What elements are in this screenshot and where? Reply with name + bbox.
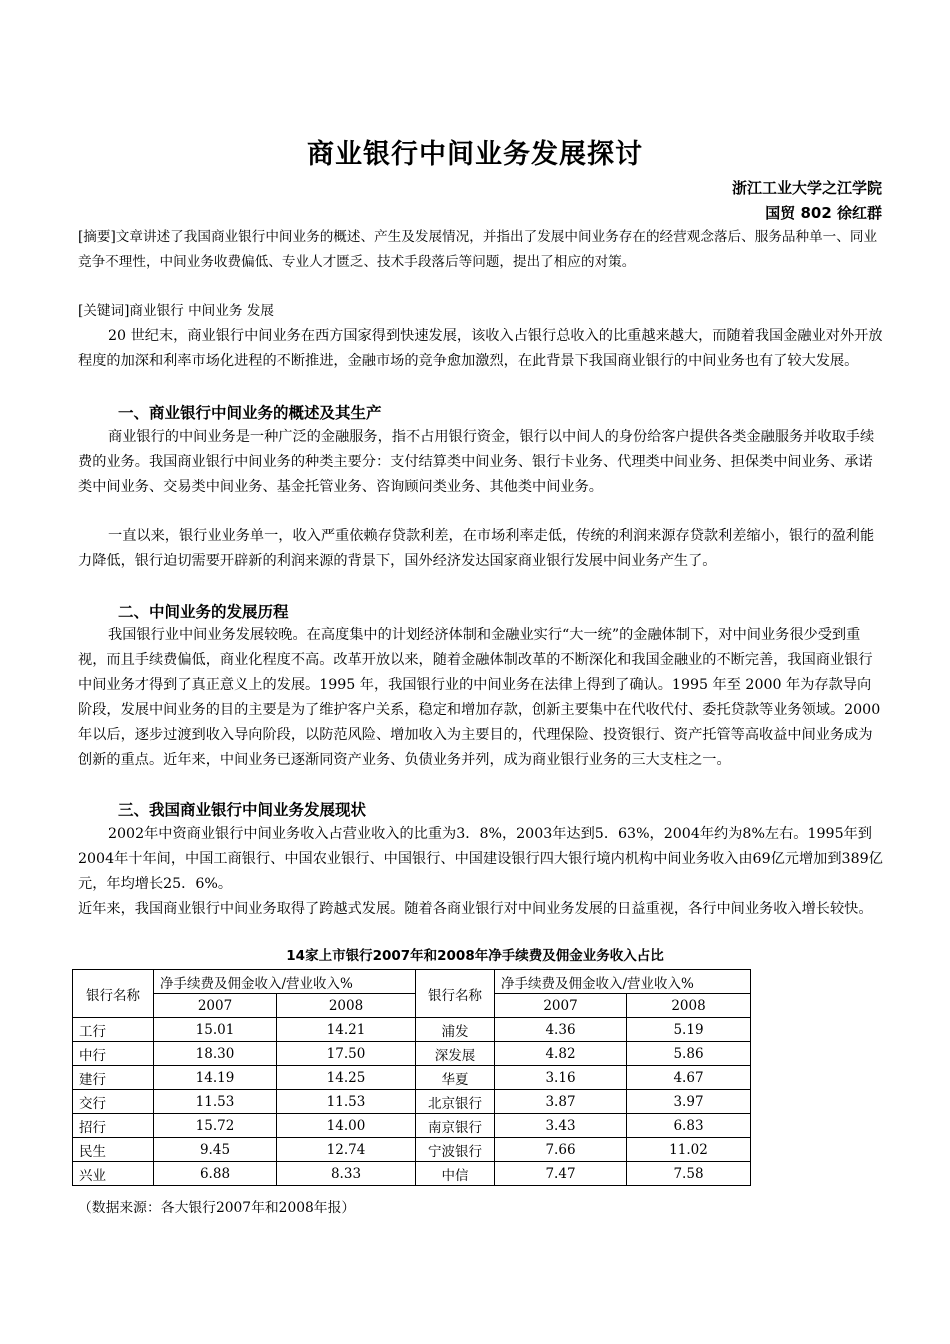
section-1-paragraph-1: 商业银行的中间业务是一种广泛的金融服务，指不占用银行资金，银行以中间人的身份给客户提供各类金融服务并收取手续费的业务。我国商业银行中间业务的种类主要分：支付结算类中间业务、银行卡业务、代理类中间业务、担保类中间业务、承诺类中间业务、交易类中间业务、基金托管业务、咨询顾问类业务、其他类中间业务。: [78, 429, 875, 495]
bank-right: 北京银行: [416, 1090, 495, 1114]
table-row: [73, 1018, 751, 1042]
fee-income-table: [72, 969, 751, 1186]
value-right-2008: 5.86: [627, 1042, 751, 1066]
value-right-2007: 3.43: [495, 1114, 627, 1138]
value-left-2007: 14.19: [154, 1066, 277, 1090]
author-school: 浙江工业大学之江学院: [731, 179, 882, 197]
header-ratio-left: 净手续费及佣金收入/营业收入%: [154, 970, 416, 994]
header-bank-left: 银行名称: [73, 970, 154, 1018]
table-row: [73, 1066, 751, 1090]
value-left-2008: 11.53: [277, 1090, 416, 1114]
value-right-2008: 5.19: [627, 1018, 751, 1042]
value-left-2007: 15.72: [154, 1114, 277, 1138]
value-left-2008: 8.33: [277, 1162, 416, 1186]
table-row: [73, 1162, 751, 1186]
value-right-2007: 4.82: [495, 1042, 627, 1066]
value-left-2007: 15.01: [154, 1018, 277, 1042]
year-2007-left: 2007: [154, 994, 277, 1018]
header-ratio-right: 净手续费及佣金收入/营业收入%: [495, 970, 751, 994]
bank-right: 南京银行: [416, 1114, 495, 1138]
section-2-heading: 二、中间业务的发展历程: [118, 603, 289, 621]
value-left-2008: 17.50: [277, 1042, 416, 1066]
value-left-2007: 9.45: [154, 1138, 277, 1162]
table-row: [73, 1114, 751, 1138]
value-right-2008: 6.83: [627, 1114, 751, 1138]
bank-left: 交行: [73, 1090, 154, 1114]
table-source-note: （数据来源：各大银行2007年和2008年报）: [78, 1200, 356, 1216]
section-3-heading: 三、我国商业银行中间业务发展现状: [118, 801, 367, 819]
bank-left: 兴业: [73, 1162, 154, 1186]
value-left-2008: 14.21: [277, 1018, 416, 1042]
value-right-2007: 7.47: [495, 1162, 627, 1186]
value-right-2007: 3.16: [495, 1066, 627, 1090]
section-1-heading: 一、商业银行中间业务的概述及其生产: [118, 404, 382, 422]
table-row: [73, 1042, 751, 1066]
author-name: 国贸 802 徐红群: [765, 204, 882, 222]
value-left-2007: 11.53: [154, 1090, 277, 1114]
bank-right: 华夏: [416, 1066, 495, 1090]
value-left-2007: 18.30: [154, 1042, 277, 1066]
value-right-2007: 3.87: [495, 1090, 627, 1114]
section-1-paragraph-2: 一直以来，银行业业务单一，收入严重依赖存贷款利差，在市场利率走低，传统的利润来源存贷款利差缩小，银行的盈利能力降低，银行迫切需要开辟新的利润来源的背景下，国外经济发达国家商业银行发展中间业务产生了。: [78, 528, 875, 569]
table-caption: 14家上市银行2007年和2008年净手续费及佣金业务收入占比: [286, 948, 664, 964]
year-2007-right: 2007: [495, 994, 627, 1018]
header-bank-right: 银行名称: [416, 970, 495, 1018]
year-2008-right: 2008: [627, 994, 751, 1018]
page-title: 商业银行中间业务发展探讨: [307, 139, 643, 170]
keywords: [78, 299, 884, 324]
abstract-label: [摘要]: [78, 229, 116, 245]
abstract: [78, 225, 884, 275]
bank-left: 建行: [73, 1066, 154, 1090]
value-left-2007: 6.88: [154, 1162, 277, 1186]
bank-left: 工行: [73, 1018, 154, 1042]
bank-left: 中行: [73, 1042, 154, 1066]
value-right-2008: 4.67: [627, 1066, 751, 1090]
table-header-row: [73, 970, 751, 994]
table-row: [73, 1090, 751, 1114]
table-row: [73, 1138, 751, 1162]
value-left-2008: 14.25: [277, 1066, 416, 1090]
value-right-2008: 7.58: [627, 1162, 751, 1186]
section-3-paragraph-2: 近年来，我国商业银行中间业务取得了跨越式发展。随着各商业银行对中间业务发展的日益重视，各行中间业务收入增长较快。: [78, 901, 873, 917]
bank-left: 招行: [73, 1114, 154, 1138]
bank-right: 浦发: [416, 1018, 495, 1042]
abstract-text: 文章讲述了我国商业银行中间业务的概述、产生及发展情况，并指出了发展中间业务存在的经营观念落后、服务品种单一、同业竞争不理性，中间业务收费偏低、专业人才匮乏、技术手段落后等问题，提出了相应的对策。: [78, 229, 878, 270]
value-left-2008: 12.74: [277, 1138, 416, 1162]
bank-right: 中信: [416, 1162, 495, 1186]
table-year-row: [73, 994, 751, 1018]
value-left-2008: 14.00: [277, 1114, 416, 1138]
value-right-2007: 4.36: [495, 1018, 627, 1042]
value-right-2007: 7.66: [495, 1138, 627, 1162]
value-right-2008: 3.97: [627, 1090, 751, 1114]
keywords-text: 商业银行 中间业务 发展: [129, 303, 274, 319]
value-right-2008: 11.02: [627, 1138, 751, 1162]
section-3-paragraph-1: 2002年中资商业银行中间业务收入占营业收入的比重为3．8%，2003年达到5．63%，2004年约为8%左右。1995年到2004年十年间，中国工商银行、中国农业银行、中国银行、中国建设银行四大银行境内机构中间业务收入由69亿元增加到389亿元，年均增长25．6%。: [78, 826, 883, 892]
bank-right: 宁波银行: [416, 1138, 495, 1162]
bank-left: 民生: [73, 1138, 154, 1162]
section-2-paragraph-1: 我国银行业中间业务发展较晚。在高度集中的计划经济体制和金融业实行“大一统”的金融体制下，对中间业务很少受到重视，而且手续费偏低，商业化程度不高。改革开放以来，随着金融体制改革的不断深化和我国金融业的不断完善，我国商业银行中间业务才得到了真正意义上的发展。1995 年，我国银行业的中间业务在法律上得到了确认。1995 年至 2000 年为存款导向阶段，发展中间业务的目的主要是为了维护客户关系，稳定和增加存款，创新主要集中在代收代付、委托贷款等业务领域。2000 年以后，逐步过渡到收入导向阶段，以防范风险、增加收入为主要目的，代理保险、投资银行、资产托管等高收益中间业务成为创新的重点。近年来，中间业务已逐渐同资产业务、负债业务并列，成为商业银行业务的三大支柱之一。: [78, 627, 881, 768]
keywords-label: [关键词]: [78, 303, 130, 319]
intro-paragraph: 20 世纪末，商业银行中间业务在西方国家得到快速发展，该收入占银行总收入的比重越来越大，而随着我国金融业对外开放程度的加深和利率市场化进程的不断推进，金融市场的竞争愈加激烈，在此背景下我国商业银行的中间业务也有了较大发展。: [78, 328, 883, 369]
bank-right: 深发展: [416, 1042, 495, 1066]
year-2008-left: 2008: [277, 994, 416, 1018]
